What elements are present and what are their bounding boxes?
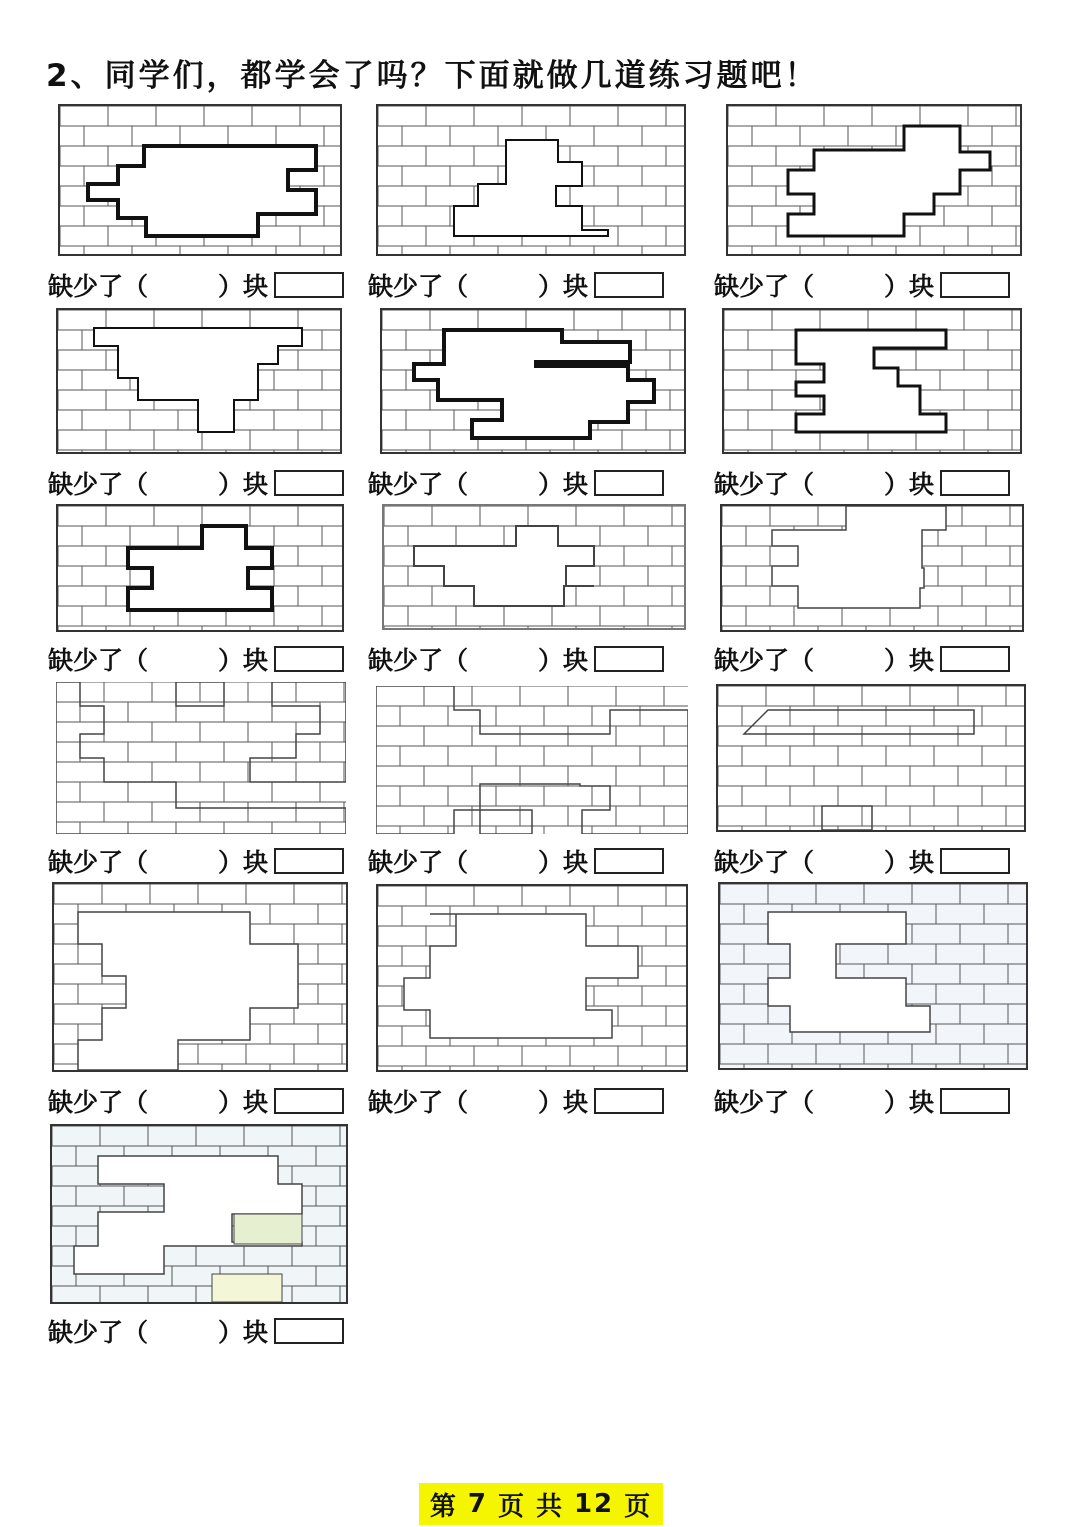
- caption-10: [48, 844, 344, 878]
- brick-wall-15: [718, 882, 1028, 1070]
- caption-4: [48, 466, 344, 500]
- caption-prefix: 缺少了（: [714, 470, 815, 499]
- brick-wall-1: [58, 104, 342, 256]
- answer-box-5[interactable]: [594, 470, 664, 496]
- brick-wall-13: [52, 882, 348, 1072]
- footer-word-1: 第: [429, 1491, 458, 1522]
- wall-hole-4: [58, 310, 340, 452]
- caption-prefix: 缺少了（: [368, 470, 469, 499]
- caption-suffix: ）块: [884, 470, 935, 499]
- wall-hole-3: [728, 106, 1020, 254]
- caption-suffix: ）块: [218, 1318, 269, 1347]
- caption-suffix: ）块: [218, 272, 269, 301]
- wall-hole-15: [720, 884, 1026, 1068]
- answer-box-1[interactable]: [274, 272, 344, 298]
- brick-wall-4: [56, 308, 342, 454]
- caption-suffix: ）块: [538, 848, 589, 877]
- caption-suffix: ）块: [218, 470, 269, 499]
- caption-15: [714, 1084, 1010, 1118]
- answer-box-4[interactable]: [274, 470, 344, 496]
- brick-wall-7: [56, 504, 344, 632]
- answer-box-7[interactable]: [274, 646, 344, 672]
- brick-wall-8: [382, 504, 686, 630]
- wall-hole-10: [56, 682, 346, 834]
- caption-suffix: ）块: [884, 848, 935, 877]
- brick-wall-16: [50, 1124, 348, 1304]
- brick-wall-6: [722, 308, 1022, 454]
- wall-hole-9: [722, 506, 1022, 630]
- wall-hole-12: [718, 686, 1024, 830]
- wall-hole-8: [384, 506, 684, 628]
- answer-box-8[interactable]: [594, 646, 664, 672]
- brick-wall-10: [56, 682, 346, 834]
- caption-12: [714, 844, 1010, 878]
- caption-prefix: 缺少了（: [714, 848, 815, 877]
- page-title: 2、同学们，都学会了吗？下面就做几道练习题吧！: [46, 58, 819, 94]
- current-page: 7: [467, 1489, 488, 1519]
- caption-prefix: 缺少了（: [368, 646, 469, 675]
- caption-suffix: ）块: [884, 1088, 935, 1117]
- caption-11: [368, 844, 664, 878]
- brick-grid: [718, 686, 1024, 830]
- wall-hole-6: [724, 310, 1020, 452]
- answer-box-12[interactable]: [940, 848, 1010, 874]
- caption-suffix: ）块: [218, 1088, 269, 1117]
- caption-16: [48, 1314, 344, 1348]
- caption-prefix: 缺少了（: [714, 646, 815, 675]
- answer-box-3[interactable]: [940, 272, 1010, 298]
- caption-suffix: ）块: [884, 646, 935, 675]
- caption-suffix: ）块: [538, 272, 589, 301]
- wall-hole-2: [378, 106, 684, 254]
- caption-prefix: 缺少了（: [368, 848, 469, 877]
- wall-hole-14: [378, 886, 686, 1070]
- answer-box-10[interactable]: [274, 848, 344, 874]
- caption-suffix: ）块: [538, 1088, 589, 1117]
- brick-wall-9: [720, 504, 1024, 632]
- caption-8: [368, 642, 664, 676]
- wall-hole-5: [382, 310, 684, 452]
- caption-prefix: 缺少了（: [714, 1088, 815, 1117]
- wall-hole-7: [58, 506, 342, 630]
- caption-3: [714, 268, 1010, 302]
- caption-14: [368, 1084, 664, 1118]
- answer-box-15[interactable]: [940, 1088, 1010, 1114]
- caption-prefix: 缺少了（: [48, 1088, 149, 1117]
- caption-suffix: ）块: [538, 470, 589, 499]
- brick-wall-5: [380, 308, 686, 454]
- caption-13: [48, 1084, 344, 1118]
- caption-suffix: ）块: [218, 848, 269, 877]
- footer-word-4: 页: [624, 1491, 653, 1522]
- total-pages: 12: [573, 1489, 615, 1519]
- footer-word-3: 共: [535, 1491, 564, 1522]
- caption-prefix: 缺少了（: [48, 646, 149, 675]
- wall-hole-11: [376, 686, 688, 834]
- caption-prefix: 缺少了（: [48, 1318, 149, 1347]
- brick-wall-12: [716, 684, 1026, 832]
- caption-prefix: 缺少了（: [48, 848, 149, 877]
- caption-prefix: 缺少了（: [48, 272, 149, 301]
- caption-9: [714, 642, 1010, 676]
- wall-hole-13: [54, 884, 346, 1070]
- brick-wall-3: [726, 104, 1022, 256]
- brick-wall-11: [376, 686, 688, 834]
- caption-2: [368, 268, 664, 302]
- brick-wall-14: [376, 884, 688, 1072]
- caption-suffix: ）块: [884, 272, 935, 301]
- answer-box-2[interactable]: [594, 272, 664, 298]
- answer-box-13[interactable]: [274, 1088, 344, 1114]
- caption-5: [368, 466, 664, 500]
- caption-prefix: 缺少了（: [368, 1088, 469, 1117]
- brick-wall-2: [376, 104, 686, 256]
- caption-prefix: 缺少了（: [48, 470, 149, 499]
- caption-suffix: ）块: [218, 646, 269, 675]
- wall-hole-1: [60, 106, 340, 254]
- caption-prefix: 缺少了（: [714, 272, 815, 301]
- footer-word-2: 页: [497, 1491, 526, 1522]
- caption-1: [48, 268, 344, 302]
- answer-box-9[interactable]: [940, 646, 1010, 672]
- answer-box-14[interactable]: [594, 1088, 664, 1114]
- answer-box-6[interactable]: [940, 470, 1010, 496]
- caption-7: [48, 642, 344, 676]
- caption-prefix: 缺少了（: [368, 272, 469, 301]
- answer-box-16[interactable]: [274, 1318, 344, 1344]
- answer-box-11[interactable]: [594, 848, 664, 874]
- page-number-footer: [419, 1483, 663, 1525]
- wall-hole-16: [52, 1126, 346, 1302]
- caption-suffix: ）块: [538, 646, 589, 675]
- caption-6: [714, 466, 1010, 500]
